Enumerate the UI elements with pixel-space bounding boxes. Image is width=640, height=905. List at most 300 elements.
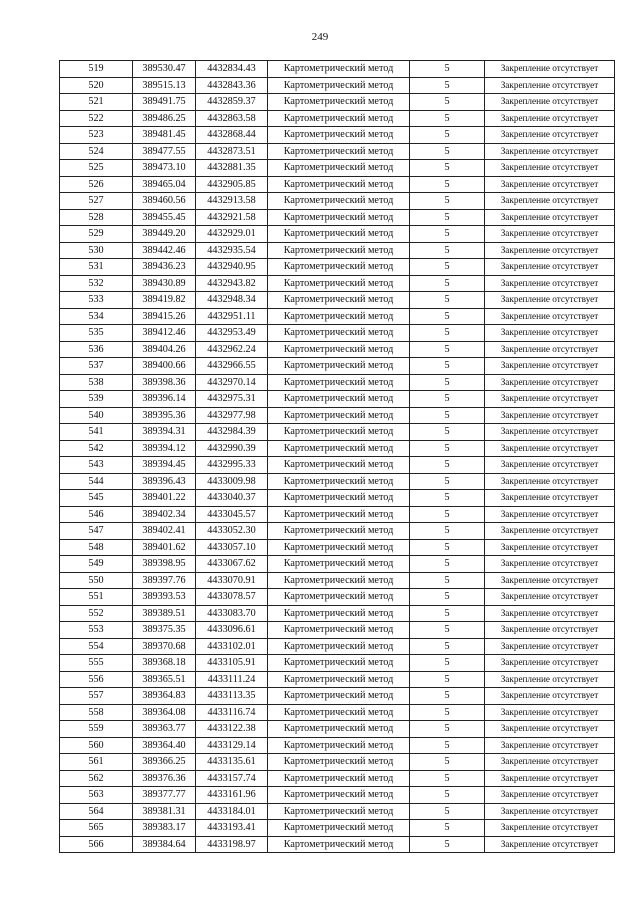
x-coordinate-cell: 389396.43	[133, 473, 196, 490]
point-number-cell: 551	[60, 589, 133, 606]
point-number-cell: 519	[60, 61, 133, 78]
point-number-cell: 552	[60, 605, 133, 622]
point-number-cell: 556	[60, 671, 133, 688]
point-number-cell: 549	[60, 556, 133, 573]
table-row	[60, 506, 615, 523]
fixation-cell: Закрепление отсутствует	[485, 490, 615, 507]
y-coordinate-cell: 4433198.97	[196, 836, 268, 853]
table-row	[60, 308, 615, 325]
y-coordinate-cell: 4433161.96	[196, 787, 268, 804]
fixation-cell: Закрепление отсутствует	[485, 671, 615, 688]
fixation-cell: Закрепление отсутствует	[485, 688, 615, 705]
table-row	[60, 605, 615, 622]
point-number-cell: 530	[60, 242, 133, 259]
x-coordinate-cell: 389436.23	[133, 259, 196, 276]
fixation-cell: Закрепление отсутствует	[485, 110, 615, 127]
x-coordinate-cell: 389394.12	[133, 440, 196, 457]
point-number-cell: 558	[60, 704, 133, 721]
table-row	[60, 457, 615, 474]
point-number-cell: 521	[60, 94, 133, 111]
y-coordinate-cell: 4432935.54	[196, 242, 268, 259]
method-cell: Картометрический метод	[268, 341, 410, 358]
x-coordinate-cell: 389412.46	[133, 325, 196, 342]
fixation-cell: Закрепление отсутствует	[485, 94, 615, 111]
method-cell: Картометрический метод	[268, 374, 410, 391]
point-number-cell: 559	[60, 721, 133, 738]
y-coordinate-cell: 4432990.39	[196, 440, 268, 457]
point-number-cell: 525	[60, 160, 133, 177]
point-number-cell: 528	[60, 209, 133, 226]
point-number-cell: 523	[60, 127, 133, 144]
method-cell: Картометрический метод	[268, 721, 410, 738]
method-cell: Картометрический метод	[268, 820, 410, 837]
method-cell: Картометрический метод	[268, 308, 410, 325]
accuracy-cell: 5	[410, 160, 485, 177]
y-coordinate-cell: 4432863.58	[196, 110, 268, 127]
x-coordinate-cell: 389363.77	[133, 721, 196, 738]
y-coordinate-cell: 4433102.01	[196, 638, 268, 655]
x-coordinate-cell: 389530.47	[133, 61, 196, 78]
method-cell: Картометрический метод	[268, 407, 410, 424]
y-coordinate-cell: 4432940.95	[196, 259, 268, 276]
y-coordinate-cell: 4433111.24	[196, 671, 268, 688]
method-cell: Картометрический метод	[268, 836, 410, 853]
x-coordinate-cell: 389364.40	[133, 737, 196, 754]
accuracy-cell: 5	[410, 209, 485, 226]
y-coordinate-cell: 4432948.34	[196, 292, 268, 309]
x-coordinate-cell: 389364.83	[133, 688, 196, 705]
method-cell: Картометрический метод	[268, 160, 410, 177]
fixation-cell: Закрепление отсутствует	[485, 160, 615, 177]
fixation-cell: Закрепление отсутствует	[485, 589, 615, 606]
x-coordinate-cell: 389394.31	[133, 424, 196, 441]
table-row	[60, 787, 615, 804]
x-coordinate-cell: 389442.46	[133, 242, 196, 259]
accuracy-cell: 5	[410, 259, 485, 276]
page-number: 249	[311, 31, 329, 43]
fixation-cell: Закрепление отсутствует	[485, 275, 615, 292]
method-cell: Картометрический метод	[268, 556, 410, 573]
table-row	[60, 424, 615, 441]
fixation-cell: Закрепление отсутствует	[485, 737, 615, 754]
table-row	[60, 556, 615, 573]
method-cell: Картометрический метод	[268, 127, 410, 144]
point-number-cell: 522	[60, 110, 133, 127]
x-coordinate-cell: 389398.36	[133, 374, 196, 391]
y-coordinate-cell: 4432977.98	[196, 407, 268, 424]
point-number-cell: 562	[60, 770, 133, 787]
accuracy-cell: 5	[410, 94, 485, 111]
y-coordinate-cell: 4432868.44	[196, 127, 268, 144]
point-number-cell: 526	[60, 176, 133, 193]
fixation-cell: Закрепление отсутствует	[485, 77, 615, 94]
y-coordinate-cell: 4432873.51	[196, 143, 268, 160]
fixation-cell: Закрепление отсутствует	[485, 325, 615, 342]
fixation-cell: Закрепление отсутствует	[485, 127, 615, 144]
table-row	[60, 143, 615, 160]
table-row	[60, 589, 615, 606]
point-number-cell: 538	[60, 374, 133, 391]
method-cell: Картометрический метод	[268, 176, 410, 193]
accuracy-cell: 5	[410, 325, 485, 342]
table-row	[60, 655, 615, 672]
x-coordinate-cell: 389415.26	[133, 308, 196, 325]
y-coordinate-cell: 4433157.74	[196, 770, 268, 787]
x-coordinate-cell: 389370.68	[133, 638, 196, 655]
table-row	[60, 77, 615, 94]
method-cell: Картометрический метод	[268, 622, 410, 639]
accuracy-cell: 5	[410, 605, 485, 622]
fixation-cell: Закрепление отсутствует	[485, 374, 615, 391]
method-cell: Картометрический метод	[268, 688, 410, 705]
accuracy-cell: 5	[410, 671, 485, 688]
x-coordinate-cell: 389395.36	[133, 407, 196, 424]
table-row	[60, 193, 615, 210]
accuracy-cell: 5	[410, 242, 485, 259]
accuracy-cell: 5	[410, 704, 485, 721]
method-cell: Картометрический метод	[268, 605, 410, 622]
x-coordinate-cell: 389481.45	[133, 127, 196, 144]
table-row	[60, 325, 615, 342]
y-coordinate-cell: 4433122.38	[196, 721, 268, 738]
point-number-cell: 554	[60, 638, 133, 655]
accuracy-cell: 5	[410, 721, 485, 738]
table-row	[60, 539, 615, 556]
table-row	[60, 523, 615, 540]
point-number-cell: 555	[60, 655, 133, 672]
x-coordinate-cell: 389473.10	[133, 160, 196, 177]
accuracy-cell: 5	[410, 176, 485, 193]
point-number-cell: 543	[60, 457, 133, 474]
method-cell: Картометрический метод	[268, 143, 410, 160]
table-row	[60, 209, 615, 226]
method-cell: Картометрический метод	[268, 754, 410, 771]
fixation-cell: Закрепление отсутствует	[485, 193, 615, 210]
y-coordinate-cell: 4433040.37	[196, 490, 268, 507]
y-coordinate-cell: 4433078.57	[196, 589, 268, 606]
fixation-cell: Закрепление отсутствует	[485, 787, 615, 804]
y-coordinate-cell: 4432966.55	[196, 358, 268, 375]
x-coordinate-cell: 389381.31	[133, 803, 196, 820]
table-row	[60, 391, 615, 408]
y-coordinate-cell: 4432921.58	[196, 209, 268, 226]
table-row	[60, 836, 615, 853]
table-row	[60, 358, 615, 375]
method-cell: Картометрический метод	[268, 638, 410, 655]
method-cell: Картометрический метод	[268, 671, 410, 688]
accuracy-cell: 5	[410, 688, 485, 705]
y-coordinate-cell: 4433193.41	[196, 820, 268, 837]
point-number-cell: 536	[60, 341, 133, 358]
point-number-cell: 550	[60, 572, 133, 589]
point-number-cell: 564	[60, 803, 133, 820]
accuracy-cell: 5	[410, 473, 485, 490]
method-cell: Картометрический метод	[268, 473, 410, 490]
fixation-cell: Закрепление отсутствует	[485, 754, 615, 771]
method-cell: Картометрический метод	[268, 440, 410, 457]
x-coordinate-cell: 389365.51	[133, 671, 196, 688]
y-coordinate-cell: 4433135.61	[196, 754, 268, 771]
accuracy-cell: 5	[410, 836, 485, 853]
method-cell: Картометрический метод	[268, 110, 410, 127]
y-coordinate-cell: 4433067.62	[196, 556, 268, 573]
table-row	[60, 638, 615, 655]
fixation-cell: Закрепление отсутствует	[485, 341, 615, 358]
method-cell: Картометрический метод	[268, 226, 410, 243]
table-row	[60, 292, 615, 309]
fixation-cell: Закрепление отсутствует	[485, 424, 615, 441]
y-coordinate-cell: 4432953.49	[196, 325, 268, 342]
table-row	[60, 704, 615, 721]
method-cell: Картометрический метод	[268, 209, 410, 226]
y-coordinate-cell: 4432995.33	[196, 457, 268, 474]
table-row	[60, 754, 615, 771]
x-coordinate-cell: 389389.51	[133, 605, 196, 622]
fixation-cell: Закрепление отсутствует	[485, 506, 615, 523]
method-cell: Картометрический метод	[268, 523, 410, 540]
table-row	[60, 688, 615, 705]
x-coordinate-cell: 389491.75	[133, 94, 196, 111]
fixation-cell: Закрепление отсутствует	[485, 358, 615, 375]
fixation-cell: Закрепление отсутствует	[485, 292, 615, 309]
accuracy-cell: 5	[410, 77, 485, 94]
method-cell: Картометрический метод	[268, 94, 410, 111]
accuracy-cell: 5	[410, 391, 485, 408]
fixation-cell: Закрепление отсутствует	[485, 143, 615, 160]
point-number-cell: 553	[60, 622, 133, 639]
table-row	[60, 803, 615, 820]
method-cell: Картометрический метод	[268, 61, 410, 78]
point-number-cell: 563	[60, 787, 133, 804]
y-coordinate-cell: 4433113.35	[196, 688, 268, 705]
coordinates-table	[59, 60, 615, 853]
x-coordinate-cell: 389402.41	[133, 523, 196, 540]
table-row	[60, 275, 615, 292]
table-row	[60, 341, 615, 358]
x-coordinate-cell: 389477.55	[133, 143, 196, 160]
point-number-cell: 560	[60, 737, 133, 754]
x-coordinate-cell: 389364.08	[133, 704, 196, 721]
accuracy-cell: 5	[410, 226, 485, 243]
fixation-cell: Закрепление отсутствует	[485, 407, 615, 424]
table-row	[60, 226, 615, 243]
y-coordinate-cell: 4433083.70	[196, 605, 268, 622]
point-number-cell: 542	[60, 440, 133, 457]
x-coordinate-cell: 389486.25	[133, 110, 196, 127]
table-row	[60, 737, 615, 754]
y-coordinate-cell: 4432913.58	[196, 193, 268, 210]
method-cell: Картометрический метод	[268, 787, 410, 804]
method-cell: Картометрический метод	[268, 275, 410, 292]
accuracy-cell: 5	[410, 110, 485, 127]
x-coordinate-cell: 389419.82	[133, 292, 196, 309]
table-row	[60, 160, 615, 177]
point-number-cell: 527	[60, 193, 133, 210]
y-coordinate-cell: 4433105.91	[196, 655, 268, 672]
point-number-cell: 529	[60, 226, 133, 243]
method-cell: Картометрический метод	[268, 259, 410, 276]
x-coordinate-cell: 389465.04	[133, 176, 196, 193]
point-number-cell: 541	[60, 424, 133, 441]
x-coordinate-cell: 389375.35	[133, 622, 196, 639]
accuracy-cell: 5	[410, 490, 485, 507]
x-coordinate-cell: 389401.62	[133, 539, 196, 556]
method-cell: Картометрический метод	[268, 589, 410, 606]
fixation-cell: Закрепление отсутствует	[485, 242, 615, 259]
table-row	[60, 490, 615, 507]
table-row	[60, 61, 615, 78]
method-cell: Картометрический метод	[268, 242, 410, 259]
x-coordinate-cell: 389384.64	[133, 836, 196, 853]
y-coordinate-cell: 4433045.57	[196, 506, 268, 523]
point-number-cell: 539	[60, 391, 133, 408]
accuracy-cell: 5	[410, 341, 485, 358]
accuracy-cell: 5	[410, 308, 485, 325]
fixation-cell: Закрепление отсутствует	[485, 655, 615, 672]
accuracy-cell: 5	[410, 407, 485, 424]
method-cell: Картометрический метод	[268, 506, 410, 523]
fixation-cell: Закрепление отсутствует	[485, 308, 615, 325]
fixation-cell: Закрепление отсутствует	[485, 440, 615, 457]
accuracy-cell: 5	[410, 754, 485, 771]
accuracy-cell: 5	[410, 440, 485, 457]
point-number-cell: 548	[60, 539, 133, 556]
point-number-cell: 535	[60, 325, 133, 342]
x-coordinate-cell: 389394.45	[133, 457, 196, 474]
accuracy-cell: 5	[410, 787, 485, 804]
x-coordinate-cell: 389377.77	[133, 787, 196, 804]
point-number-cell: 547	[60, 523, 133, 540]
fixation-cell: Закрепление отсутствует	[485, 803, 615, 820]
fixation-cell: Закрепление отсутствует	[485, 539, 615, 556]
method-cell: Картометрический метод	[268, 193, 410, 210]
fixation-cell: Закрепление отсутствует	[485, 572, 615, 589]
fixation-cell: Закрепление отсутствует	[485, 259, 615, 276]
y-coordinate-cell: 4432962.24	[196, 341, 268, 358]
accuracy-cell: 5	[410, 506, 485, 523]
y-coordinate-cell: 4433184.01	[196, 803, 268, 820]
method-cell: Картометрический метод	[268, 490, 410, 507]
accuracy-cell: 5	[410, 127, 485, 144]
accuracy-cell: 5	[410, 457, 485, 474]
x-coordinate-cell: 389398.95	[133, 556, 196, 573]
table-body	[60, 61, 615, 853]
fixation-cell: Закрепление отсутствует	[485, 523, 615, 540]
x-coordinate-cell: 389400.66	[133, 358, 196, 375]
y-coordinate-cell: 4432834.43	[196, 61, 268, 78]
point-number-cell: 566	[60, 836, 133, 853]
accuracy-cell: 5	[410, 655, 485, 672]
fixation-cell: Закрепление отсутствует	[485, 457, 615, 474]
table-row	[60, 407, 615, 424]
y-coordinate-cell: 4432843.36	[196, 77, 268, 94]
accuracy-cell: 5	[410, 523, 485, 540]
y-coordinate-cell: 4433096.61	[196, 622, 268, 639]
table-row	[60, 176, 615, 193]
y-coordinate-cell: 4433052.30	[196, 523, 268, 540]
table-row	[60, 572, 615, 589]
accuracy-cell: 5	[410, 374, 485, 391]
point-number-cell: 557	[60, 688, 133, 705]
y-coordinate-cell: 4432984.39	[196, 424, 268, 441]
method-cell: Картометрический метод	[268, 325, 410, 342]
point-number-cell: 532	[60, 275, 133, 292]
method-cell: Картометрический метод	[268, 424, 410, 441]
x-coordinate-cell: 389396.14	[133, 391, 196, 408]
accuracy-cell: 5	[410, 539, 485, 556]
y-coordinate-cell: 4432943.82	[196, 275, 268, 292]
x-coordinate-cell: 389449.20	[133, 226, 196, 243]
accuracy-cell: 5	[410, 572, 485, 589]
x-coordinate-cell: 389460.56	[133, 193, 196, 210]
y-coordinate-cell: 4433009.98	[196, 473, 268, 490]
x-coordinate-cell: 389404.26	[133, 341, 196, 358]
point-number-cell: 545	[60, 490, 133, 507]
method-cell: Картометрический метод	[268, 391, 410, 408]
y-coordinate-cell: 4432859.37	[196, 94, 268, 111]
fixation-cell: Закрепление отсутствует	[485, 61, 615, 78]
x-coordinate-cell: 389368.18	[133, 655, 196, 672]
accuracy-cell: 5	[410, 556, 485, 573]
fixation-cell: Закрепление отсутствует	[485, 770, 615, 787]
point-number-cell: 524	[60, 143, 133, 160]
point-number-cell: 537	[60, 358, 133, 375]
fixation-cell: Закрепление отсутствует	[485, 209, 615, 226]
point-number-cell: 546	[60, 506, 133, 523]
x-coordinate-cell: 389366.25	[133, 754, 196, 771]
table-row	[60, 94, 615, 111]
x-coordinate-cell: 389402.34	[133, 506, 196, 523]
fixation-cell: Закрепление отсутствует	[485, 638, 615, 655]
y-coordinate-cell: 4432951.11	[196, 308, 268, 325]
y-coordinate-cell: 4433057.10	[196, 539, 268, 556]
table-row	[60, 671, 615, 688]
accuracy-cell: 5	[410, 424, 485, 441]
fixation-cell: Закрепление отсутствует	[485, 473, 615, 490]
fixation-cell: Закрепление отсутствует	[485, 556, 615, 573]
table-row	[60, 259, 615, 276]
table-row	[60, 721, 615, 738]
accuracy-cell: 5	[410, 638, 485, 655]
x-coordinate-cell: 389455.45	[133, 209, 196, 226]
x-coordinate-cell: 389401.22	[133, 490, 196, 507]
y-coordinate-cell: 4433129.14	[196, 737, 268, 754]
y-coordinate-cell: 4433116.74	[196, 704, 268, 721]
fixation-cell: Закрепление отсутствует	[485, 820, 615, 837]
y-coordinate-cell: 4432929.01	[196, 226, 268, 243]
point-number-cell: 534	[60, 308, 133, 325]
point-number-cell: 561	[60, 754, 133, 771]
x-coordinate-cell: 389393.53	[133, 589, 196, 606]
method-cell: Картометрический метод	[268, 539, 410, 556]
accuracy-cell: 5	[410, 622, 485, 639]
point-number-cell: 520	[60, 77, 133, 94]
table-row	[60, 473, 615, 490]
accuracy-cell: 5	[410, 358, 485, 375]
y-coordinate-cell: 4432975.31	[196, 391, 268, 408]
y-coordinate-cell: 4432970.14	[196, 374, 268, 391]
method-cell: Картометрический метод	[268, 572, 410, 589]
accuracy-cell: 5	[410, 275, 485, 292]
fixation-cell: Закрепление отсутствует	[485, 836, 615, 853]
table-row	[60, 440, 615, 457]
accuracy-cell: 5	[410, 193, 485, 210]
accuracy-cell: 5	[410, 589, 485, 606]
point-number-cell: 544	[60, 473, 133, 490]
accuracy-cell: 5	[410, 803, 485, 820]
method-cell: Картометрический метод	[268, 803, 410, 820]
table-row	[60, 127, 615, 144]
